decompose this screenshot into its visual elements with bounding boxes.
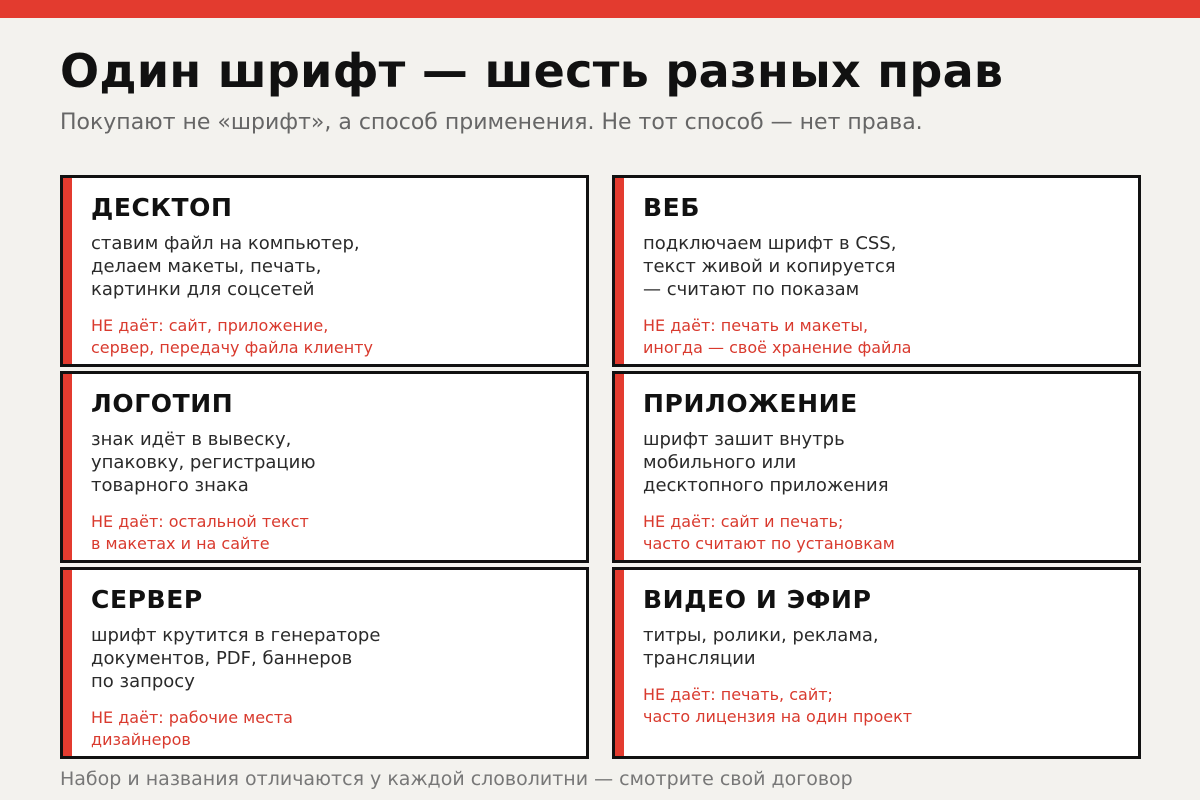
license-card-app bbox=[612, 371, 1141, 563]
card-restriction: НЕ даёт: печать, сайт; часто лицензия на один проект bbox=[643, 685, 913, 726]
card-description: подключаем шрифт в CSS, текст живой и копируется — считают по показам bbox=[643, 233, 897, 300]
card-description: шрифт зашит внутрь мобильного или десктопного приложения bbox=[643, 429, 889, 496]
top-accent-bar bbox=[0, 0, 1200, 18]
card-title: ПРИЛОЖЕНИЕ bbox=[643, 389, 858, 418]
license-card-server bbox=[60, 567, 589, 759]
license-card-desktop bbox=[60, 175, 589, 367]
card-restriction: НЕ даёт: печать и макеты, иногда — своё хранение файла bbox=[643, 316, 912, 357]
license-grid bbox=[60, 175, 1141, 759]
card-title: СЕРВЕР bbox=[91, 585, 203, 614]
card-restriction: НЕ даёт: рабочие места дизайнеров bbox=[91, 708, 293, 749]
card-restriction: НЕ даёт: сайт, приложение, сервер, передачу файла клиенту bbox=[91, 316, 373, 357]
footer-note: Набор и названия отличаются у каждой словолитни — смотрите свой договор bbox=[60, 768, 853, 790]
card-title: ВЕБ bbox=[643, 193, 700, 222]
card-description: титры, ролики, реклама, трансляции bbox=[643, 625, 879, 669]
card-title: ДЕСКТОП bbox=[91, 193, 233, 222]
license-card-logo bbox=[60, 371, 589, 563]
card-description: знак идёт в вывеску, упаковку, регистрацию товарного знака bbox=[91, 429, 316, 496]
card-title: ЛОГОТИП bbox=[91, 389, 234, 418]
page-subtitle: Покупают не «шрифт», а способ применения. Не тот способ — нет права. bbox=[60, 110, 923, 135]
card-description: ставим файл на компьютер, делаем макеты, печать, картинки для соцсетей bbox=[91, 233, 360, 300]
license-card-web bbox=[612, 175, 1141, 367]
card-restriction: НЕ даёт: остальной текст в макетах и на сайте bbox=[91, 512, 309, 553]
card-description: шрифт крутится в генераторе документов, PDF, баннеров по запросу bbox=[91, 625, 381, 692]
page-title: Один шрифт — шесть разных прав bbox=[60, 44, 1004, 98]
card-title: ВИДЕО И ЭФИР bbox=[643, 585, 872, 614]
card-restriction: НЕ даёт: сайт и печать; часто считают по установкам bbox=[643, 512, 895, 553]
license-card-video bbox=[612, 567, 1141, 759]
